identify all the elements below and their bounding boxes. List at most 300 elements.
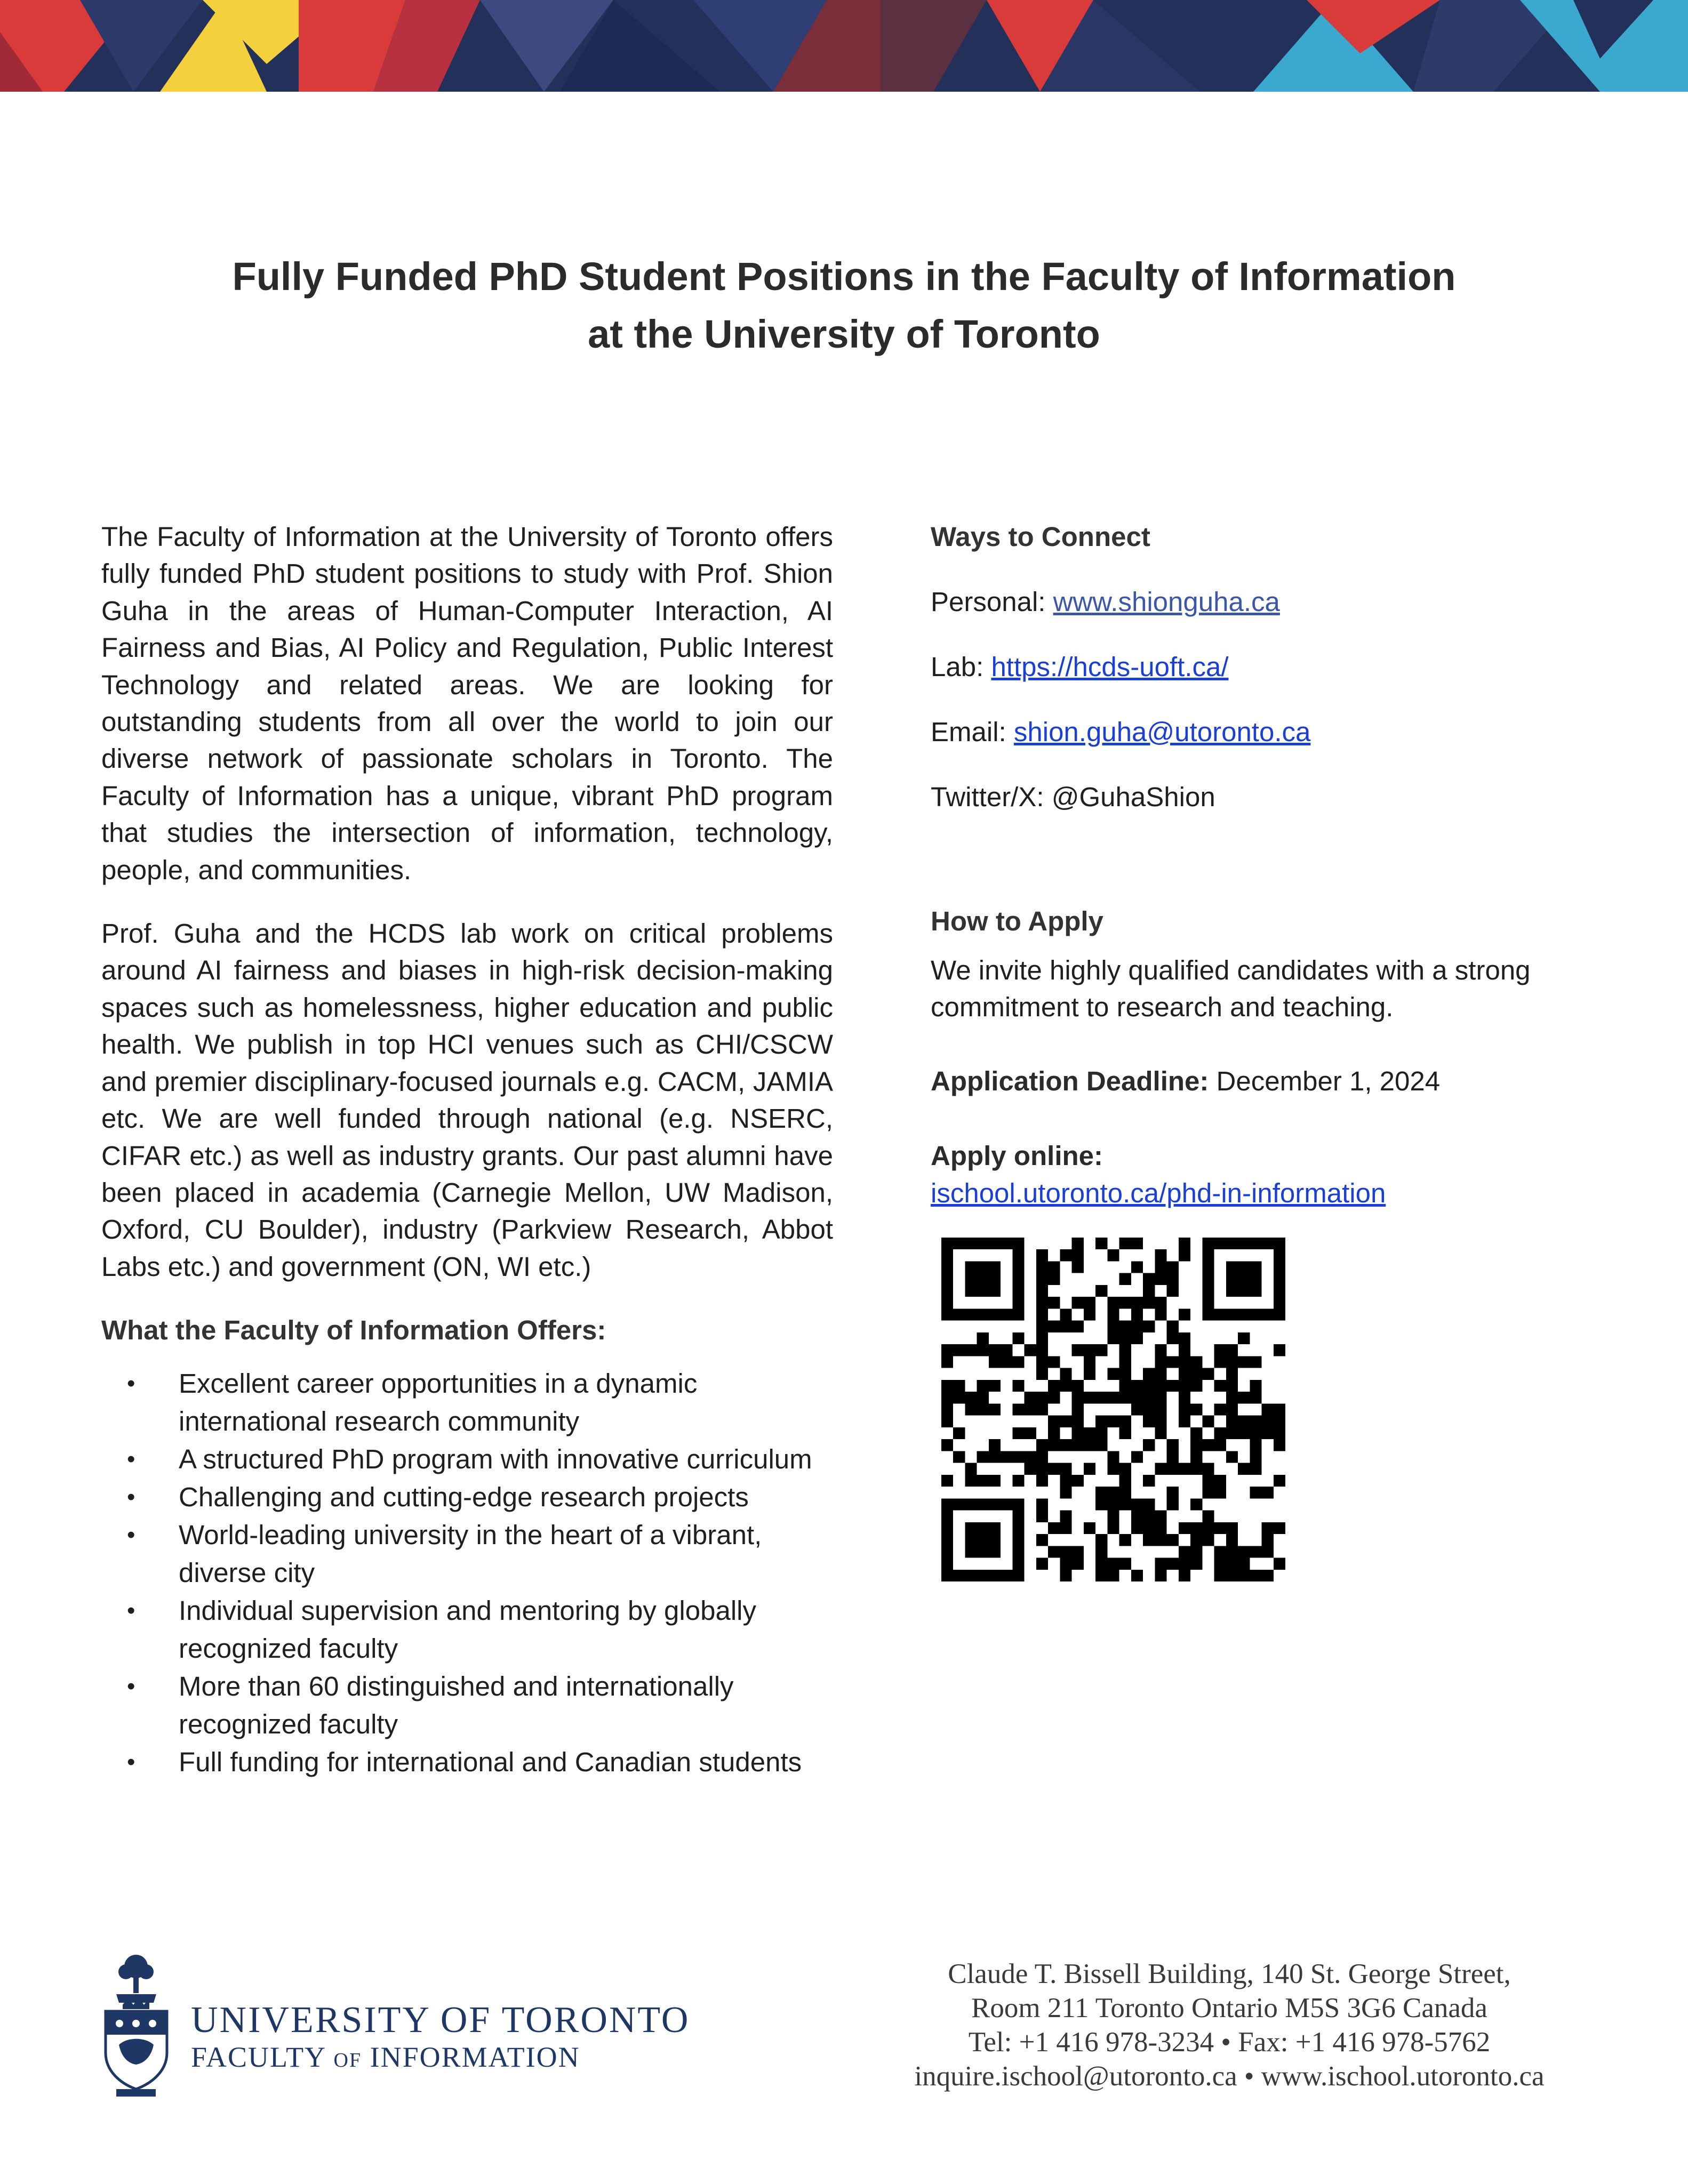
qr-module <box>1119 1344 1131 1356</box>
qr-module <box>1226 1356 1238 1368</box>
qr-module <box>1036 1273 1048 1285</box>
qr-module <box>1119 1321 1131 1332</box>
qr-module <box>1131 1392 1143 1403</box>
email-link[interactable]: shion.guha@utoronto.ca <box>1013 717 1311 747</box>
list-item <box>101 1592 819 1667</box>
qr-module <box>1202 1416 1214 1427</box>
qr-module <box>1012 1297 1024 1308</box>
qr-module <box>1179 1522 1190 1534</box>
qr-module <box>1012 1498 1024 1510</box>
qr-module <box>1060 1511 1071 1522</box>
qr-module <box>989 1498 1001 1510</box>
qr-module <box>1036 1392 1048 1403</box>
qr-module <box>1274 1249 1285 1261</box>
qr-module <box>1012 1403 1024 1415</box>
qr-module <box>1190 1439 1202 1451</box>
qr-module <box>1274 1308 1285 1320</box>
qr-module <box>1060 1487 1071 1498</box>
university-name: UNIVERSITY OF TORONTO <box>191 2000 690 2041</box>
qr-module <box>1119 1534 1131 1546</box>
address-line-4: inquire.ischool@utoronto.ca • www.ischool.utoronto.ca <box>914 2061 1545 2092</box>
qr-module <box>1238 1416 1250 1427</box>
qr-module <box>1202 1273 1214 1285</box>
qr-module <box>941 1498 953 1510</box>
qr-module <box>941 1392 953 1403</box>
qr-module <box>1036 1332 1048 1344</box>
qr-module <box>1202 1439 1214 1451</box>
qr-module <box>1036 1475 1048 1487</box>
qr-module <box>1214 1475 1226 1487</box>
qr-module <box>941 1356 953 1368</box>
qr-module <box>1048 1463 1060 1475</box>
qr-module <box>1274 1238 1285 1249</box>
qr-module <box>1167 1463 1179 1475</box>
address-line-2: Room 211 Toronto Ontario M5S 3G6 Canada <box>971 1993 1487 2024</box>
qr-module <box>1179 1368 1190 1380</box>
qr-module <box>1072 1546 1084 1557</box>
qr-module <box>1048 1321 1060 1332</box>
qr-module <box>1250 1261 1261 1273</box>
qr-module <box>1250 1238 1261 1249</box>
qr-module <box>1060 1416 1071 1427</box>
qr-module <box>1262 1427 1274 1439</box>
qr-module <box>1084 1356 1095 1368</box>
qr-module <box>1226 1570 1238 1581</box>
qr-module <box>1060 1522 1071 1534</box>
qr-module <box>1190 1498 1202 1510</box>
qr-module <box>1250 1392 1261 1403</box>
qr-module <box>1143 1321 1155 1332</box>
personal-row <box>931 583 1624 621</box>
bullet-icon: • <box>127 1673 135 1700</box>
qr-module <box>1190 1403 1202 1415</box>
qr-module <box>1250 1463 1261 1475</box>
qr-module <box>1048 1427 1060 1439</box>
left-column <box>101 518 833 1781</box>
list-item-text: Excellent career opportunities in a dynamic international research community <box>179 1368 698 1437</box>
qr-module <box>1226 1427 1238 1439</box>
qr-module <box>1072 1321 1084 1332</box>
qr-module <box>1155 1511 1166 1522</box>
apply-online-link[interactable]: ischool.utoronto.ca/phd-in-information <box>931 1178 1386 1208</box>
qr-module <box>1250 1427 1261 1439</box>
qr-module <box>1095 1427 1107 1439</box>
qr-module <box>1060 1368 1071 1380</box>
title-line-2: at the University of Toronto <box>588 312 1100 356</box>
personal-label: Personal: <box>931 587 1053 617</box>
qr-module <box>1202 1308 1214 1320</box>
bullet-icon: • <box>127 1484 135 1511</box>
apply-text: We invite highly qualified candidates with a strong commitment to research and teaching. <box>931 955 1531 1022</box>
list-item-text: A structured PhD program with innovative curriculum <box>179 1444 812 1475</box>
qr-module <box>965 1285 977 1297</box>
qr-module <box>965 1463 977 1475</box>
qr-module <box>1060 1380 1071 1392</box>
qr-module <box>1001 1570 1012 1581</box>
qr-module <box>953 1427 965 1439</box>
qr-module <box>1190 1558 1202 1570</box>
qr-module <box>1179 1558 1190 1570</box>
qr-module <box>1202 1368 1214 1380</box>
qr-module <box>1107 1392 1119 1403</box>
qr-module <box>1001 1356 1012 1368</box>
qr-module <box>1107 1416 1119 1427</box>
qr-module <box>989 1439 1001 1451</box>
qr-module <box>1119 1332 1131 1344</box>
qr-module <box>1060 1249 1071 1261</box>
qr-module <box>1072 1403 1084 1415</box>
qr-module <box>1012 1534 1024 1546</box>
qr-module <box>1202 1534 1214 1546</box>
qr-module <box>1001 1451 1012 1463</box>
qr-module <box>1143 1380 1155 1392</box>
qr-module <box>1036 1368 1048 1380</box>
qr-module <box>1095 1534 1107 1546</box>
qr-module <box>1072 1427 1084 1439</box>
address-line-3: Tel: +1 416 978-3234 • Fax: +1 416 978-5762 <box>968 2027 1491 2058</box>
qr-module <box>1131 1308 1143 1320</box>
qr-module <box>1214 1427 1226 1439</box>
qr-module <box>1238 1261 1250 1273</box>
qr-module <box>1214 1356 1226 1368</box>
qr-module <box>1262 1534 1274 1546</box>
qr-module <box>1167 1273 1179 1285</box>
qr-module <box>941 1558 953 1570</box>
qr-module <box>941 1238 953 1249</box>
qr-module <box>1202 1522 1214 1534</box>
qr-module <box>1036 1261 1048 1273</box>
qr-module <box>1190 1356 1202 1368</box>
qr-module <box>953 1238 965 1249</box>
personal-website-link[interactable]: www.shionguha.ca <box>1053 587 1280 617</box>
apply-heading: How to Apply <box>931 906 1103 936</box>
qr-module <box>1036 1285 1048 1297</box>
qr-module <box>1214 1439 1226 1451</box>
qr-module <box>1262 1546 1274 1557</box>
qr-module <box>1012 1249 1024 1261</box>
qr-module <box>941 1403 953 1415</box>
qr-module <box>1155 1249 1166 1261</box>
qr-module <box>1143 1368 1155 1380</box>
qr-module <box>1274 1475 1285 1487</box>
qr-module <box>1262 1570 1274 1581</box>
qr-module <box>1072 1238 1084 1249</box>
qr-module <box>965 1403 977 1415</box>
qr-module <box>953 1380 965 1392</box>
qr-module <box>977 1403 989 1415</box>
qr-module <box>1250 1308 1261 1320</box>
qr-module <box>1107 1308 1119 1320</box>
qr-module <box>1084 1392 1095 1403</box>
qr-module <box>1131 1321 1143 1332</box>
list-item <box>101 1516 819 1592</box>
qr-module <box>1095 1546 1107 1557</box>
qr-module <box>965 1273 977 1285</box>
qr-module <box>965 1392 977 1403</box>
qr-module <box>1179 1356 1190 1368</box>
qr-module <box>1131 1522 1143 1534</box>
qr-module <box>989 1451 1001 1463</box>
qr-module <box>1238 1285 1250 1297</box>
qr-module <box>1143 1534 1155 1546</box>
qr-module <box>1238 1356 1250 1368</box>
qr-module <box>1072 1261 1084 1273</box>
list-item <box>101 1743 819 1781</box>
qr-module <box>1214 1558 1226 1570</box>
qr-module <box>1250 1285 1261 1297</box>
qr-module <box>941 1475 953 1487</box>
qr-module <box>1025 1427 1036 1439</box>
qr-module <box>1012 1427 1024 1439</box>
qr-module <box>941 1273 953 1285</box>
qr-module <box>1060 1475 1071 1487</box>
qr-module <box>1119 1475 1131 1487</box>
qr-module <box>1036 1498 1048 1510</box>
qr-module <box>1250 1416 1261 1427</box>
qr-module <box>1012 1522 1024 1534</box>
qr-module <box>977 1522 989 1534</box>
qr-module <box>989 1522 1001 1534</box>
qr-module <box>1084 1463 1095 1475</box>
qr-module <box>989 1534 1001 1546</box>
qr-module <box>953 1570 965 1581</box>
qr-module <box>1274 1427 1285 1439</box>
qr-module <box>977 1451 989 1463</box>
qr-module <box>1250 1546 1261 1557</box>
qr-module <box>977 1475 989 1487</box>
qr-module <box>1250 1439 1261 1451</box>
qr-module <box>1025 1392 1036 1403</box>
qr-module <box>1190 1451 1202 1463</box>
qr-module <box>1155 1344 1166 1356</box>
qr-module <box>1274 1285 1285 1297</box>
qr-module <box>977 1546 989 1557</box>
qr-module <box>1190 1522 1202 1534</box>
qr-module <box>1131 1332 1143 1344</box>
qr-module <box>1226 1285 1238 1297</box>
qr-module <box>1036 1439 1048 1451</box>
qr-module <box>1107 1321 1119 1332</box>
qr-module <box>1131 1498 1143 1510</box>
qr-module <box>989 1380 1001 1392</box>
qr-module <box>977 1285 989 1297</box>
qr-module <box>1155 1273 1166 1285</box>
qr-module <box>1001 1498 1012 1510</box>
list-item-text: Individual supervision and mentoring by globally recognized faculty <box>179 1595 756 1664</box>
qr-module <box>1107 1463 1119 1475</box>
qr-module <box>1238 1392 1250 1403</box>
qr-module <box>1107 1487 1119 1498</box>
qr-module <box>1179 1308 1190 1320</box>
qr-module <box>1036 1534 1048 1546</box>
qr-module <box>1119 1273 1131 1285</box>
qr-module <box>1226 1403 1238 1415</box>
qr-module <box>1226 1344 1238 1356</box>
qr-module <box>1072 1558 1084 1570</box>
qr-module <box>1048 1392 1060 1403</box>
qr-module <box>1250 1487 1261 1498</box>
qr-module <box>1048 1356 1060 1368</box>
qr-module <box>1107 1249 1119 1261</box>
qr-module <box>1179 1546 1190 1557</box>
qr-module <box>989 1238 1001 1249</box>
qr-module <box>1012 1380 1024 1392</box>
deadline-value: December 1, 2024 <box>1209 1066 1441 1096</box>
qr-module <box>1167 1261 1179 1273</box>
qr-module <box>1119 1356 1131 1368</box>
qr-module <box>1036 1403 1048 1415</box>
qr-module <box>1179 1238 1190 1249</box>
qr-module <box>1238 1463 1250 1475</box>
qr-module <box>1214 1487 1226 1498</box>
qr-module <box>1179 1380 1190 1392</box>
qr-module <box>977 1332 989 1344</box>
qr-module <box>1143 1439 1155 1451</box>
email-row <box>931 713 1624 751</box>
qr-module <box>1214 1570 1226 1581</box>
qr-module <box>1262 1308 1274 1320</box>
qr-module <box>1119 1498 1131 1510</box>
qr-module <box>1001 1308 1012 1320</box>
qr-module <box>1214 1380 1226 1392</box>
qr-module <box>965 1261 977 1273</box>
qr-module <box>1155 1392 1166 1403</box>
qr-module <box>1238 1238 1250 1249</box>
bullet-icon: • <box>127 1597 135 1624</box>
qr-module <box>1048 1522 1060 1534</box>
qr-module <box>1036 1297 1048 1308</box>
qr-module <box>1012 1332 1024 1344</box>
qr-module <box>1119 1487 1131 1498</box>
deadline-label: Application Deadline: <box>931 1066 1209 1096</box>
qr-module <box>1202 1487 1214 1498</box>
intro-paragraph-1: The Faculty of Information at the University of Toronto offers fully funded PhD student positions to study with Prof. Shion Guha in the areas of Human-Computer Interaction, AI Fairness and Bias, AI Policy and Regulation, Public Interest Technology and related areas. We are looking for outstanding students from all over the world to join our diverse network of passionate scholars in Toronto. The Faculty of Information has a unique, vibrant PhD program that studies the intersection of information, technology, people, and communities. <box>101 521 833 885</box>
lab-website-link[interactable]: https://hcds-uoft.ca/ <box>991 652 1229 682</box>
qr-module <box>1202 1249 1214 1261</box>
qr-module <box>1262 1416 1274 1427</box>
qr-module <box>1274 1261 1285 1273</box>
qr-module <box>1274 1439 1285 1451</box>
qr-module <box>1107 1511 1119 1522</box>
deadline-row <box>931 1063 1624 1100</box>
qr-module <box>1226 1273 1238 1285</box>
qr-module <box>1190 1463 1202 1475</box>
qr-module <box>1060 1463 1071 1475</box>
qr-module <box>1155 1261 1166 1273</box>
qr-module <box>1167 1558 1179 1570</box>
qr-module <box>1274 1416 1285 1427</box>
qr-module <box>989 1285 1001 1297</box>
qr-module <box>1143 1285 1155 1297</box>
qr-module <box>1060 1570 1071 1581</box>
qr-module <box>1250 1356 1261 1368</box>
qr-module <box>1190 1427 1202 1439</box>
qr-module <box>1107 1368 1119 1380</box>
qr-module <box>1025 1463 1036 1475</box>
qr-code-icon[interactable] <box>941 1238 1285 1581</box>
qr-module <box>1155 1308 1166 1320</box>
qr-module <box>1155 1368 1166 1380</box>
page-title <box>0 248 1688 363</box>
qr-module <box>1274 1344 1285 1356</box>
qr-module <box>1250 1570 1261 1581</box>
qr-module <box>1025 1403 1036 1415</box>
qr-module <box>977 1273 989 1285</box>
email-label: Email: <box>931 717 1014 747</box>
qr-module <box>1262 1522 1274 1534</box>
list-item <box>101 1478 819 1516</box>
qr-module <box>1012 1475 1024 1487</box>
qr-module <box>1190 1380 1202 1392</box>
qr-module <box>1119 1238 1131 1249</box>
qr-module <box>989 1475 1001 1487</box>
qr-module <box>977 1308 989 1320</box>
qr-module <box>941 1439 953 1451</box>
qr-module <box>1238 1332 1250 1344</box>
qr-module <box>1084 1368 1095 1380</box>
qr-module <box>953 1451 965 1463</box>
list-item-text: World-leading university in the heart of a vibrant, diverse city <box>179 1520 762 1588</box>
qr-module <box>1048 1439 1060 1451</box>
qr-module <box>953 1344 965 1356</box>
qr-module <box>941 1570 953 1581</box>
qr-module <box>989 1344 1001 1356</box>
qr-module <box>1012 1511 1024 1522</box>
qr-module <box>1107 1498 1119 1510</box>
address-line-1: Claude T. Bissell Building, 140 St. George Street, <box>948 1958 1511 1989</box>
qr-module <box>1190 1368 1202 1380</box>
qr-module <box>1143 1475 1155 1487</box>
qr-module <box>1274 1403 1285 1415</box>
qr-module <box>1226 1308 1238 1320</box>
qr-module <box>1012 1285 1024 1297</box>
qr-module <box>989 1261 1001 1273</box>
qr-module <box>977 1380 989 1392</box>
qr-module <box>965 1475 977 1487</box>
geometric-banner <box>0 0 1688 92</box>
qr-module <box>1060 1439 1071 1451</box>
qr-module <box>989 1273 1001 1285</box>
qr-module <box>941 1416 953 1427</box>
qr-module <box>1214 1546 1226 1557</box>
qr-module <box>1012 1273 1024 1285</box>
qr-module <box>1179 1344 1190 1356</box>
qr-module <box>1238 1273 1250 1285</box>
qr-module <box>1167 1487 1179 1498</box>
qr-module <box>1167 1534 1179 1546</box>
qr-module <box>1226 1392 1238 1403</box>
qr-module <box>1131 1451 1143 1463</box>
qr-module <box>1262 1403 1274 1415</box>
qr-module <box>1084 1522 1095 1534</box>
qr-module <box>1214 1522 1226 1534</box>
qr-module <box>1214 1403 1226 1415</box>
qr-module <box>1036 1308 1048 1320</box>
qr-module <box>965 1344 977 1356</box>
qr-module <box>1226 1558 1238 1570</box>
qr-module <box>1072 1249 1084 1261</box>
list-item-text: Full funding for international and Canadian students <box>179 1747 802 1778</box>
qr-module <box>1012 1238 1024 1249</box>
qr-module <box>1072 1344 1084 1356</box>
qr-module <box>1012 1558 1024 1570</box>
bullet-icon: • <box>127 1749 135 1776</box>
qr-module <box>1095 1558 1107 1570</box>
qr-module <box>1202 1285 1214 1297</box>
qr-module <box>1012 1570 1024 1581</box>
qr-module <box>1226 1546 1238 1557</box>
qr-module <box>1274 1522 1285 1534</box>
